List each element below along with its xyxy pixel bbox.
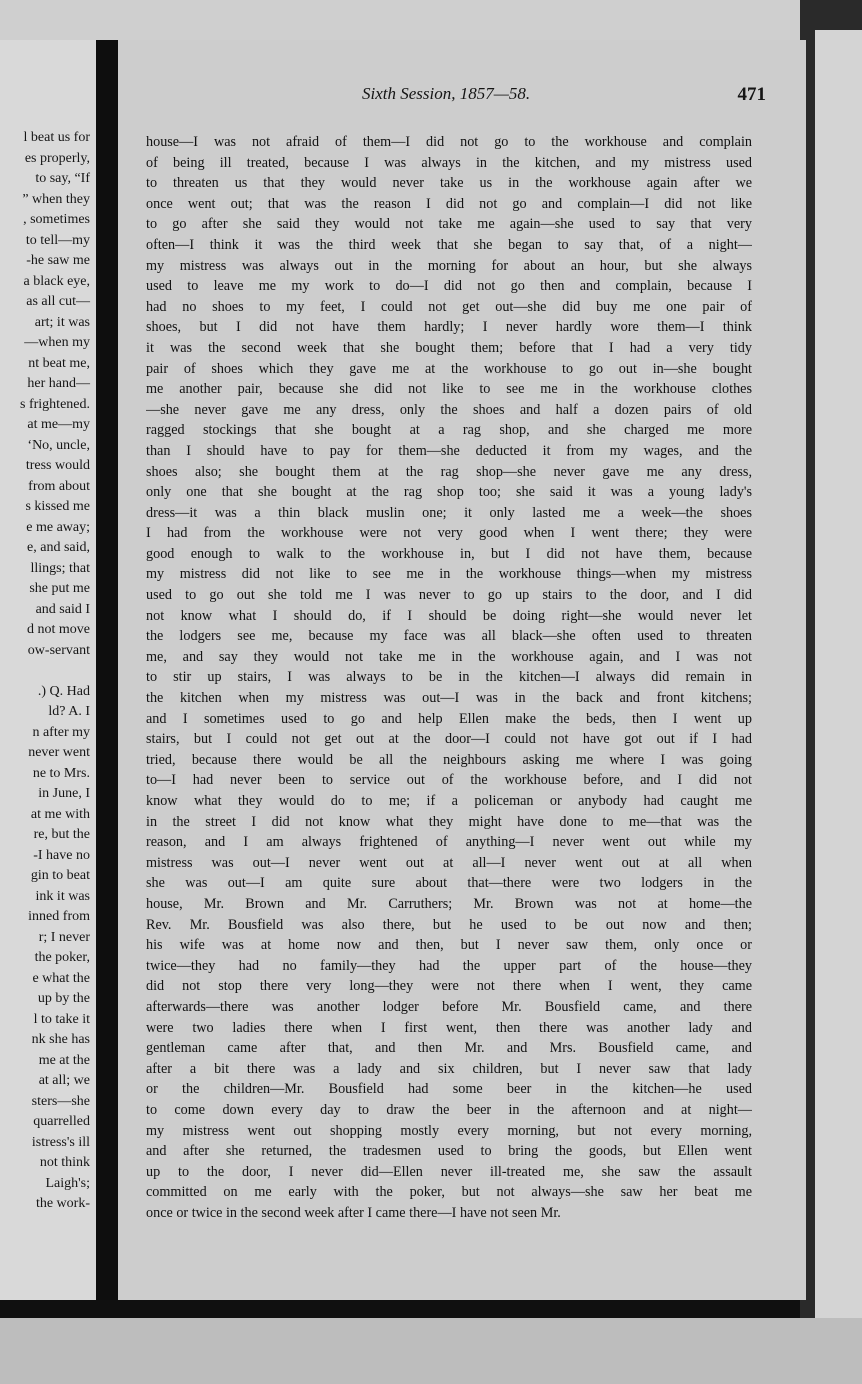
- left-page-line: never went: [28, 745, 90, 760]
- left-page-line: nk she has: [31, 1032, 90, 1047]
- body-line: dress—it was a thin black muslin one; it only lasted me a week—the shoes: [146, 504, 752, 521]
- left-page-text: [0, 128, 90, 1215]
- body-line: shoes, but I did not have them hardly; I never hardly wore them—I think: [146, 319, 752, 336]
- body-line: to stir up stairs, I was always to be in the kitchen—I always did remain in: [146, 669, 752, 686]
- body-line: house, Mr. Brown and Mr. Carruthers; Mr. Brown was not at home—the: [146, 895, 752, 912]
- left-page-line: art; it was: [34, 314, 90, 330]
- body-line: up to the door, I never did—Ellen never ill-treated me, she saw the assault: [146, 1163, 752, 1180]
- body-line: after a bit there was a lady and six children, but I never saw that lady: [146, 1060, 752, 1077]
- body-line: it was the second week that she bought them; before that I had a very tidy: [146, 339, 752, 356]
- left-page-line: quarrelled: [33, 1114, 90, 1129]
- left-page-line: es properly,: [24, 150, 90, 166]
- left-page-line: n after my: [32, 724, 90, 740]
- left-page-line: at me—my: [27, 417, 90, 432]
- body-line: mistress was out—I never went out at all—I never went out at all when: [146, 854, 752, 871]
- left-page-line: as all cut—: [26, 294, 90, 309]
- left-page-line: re, but the: [33, 827, 90, 842]
- body-line: twice—they had no family—they had the upper part of the house—they: [146, 957, 752, 974]
- body-line: had no shoes to my feet, I could not get out—she did buy me one pair of: [146, 298, 752, 315]
- left-page-line: she put me: [29, 581, 90, 596]
- left-page-line: Laigh's;: [45, 1175, 90, 1191]
- body-line: or the children—Mr. Bousfield had some beer in the kitchen—he used: [146, 1081, 752, 1098]
- body-line: Rev. Mr. Bousfield was also there, but he used to be out now and then;: [146, 916, 752, 933]
- left-page-line: nt beat me,: [28, 355, 90, 371]
- left-page-line: , sometimes: [23, 212, 90, 227]
- scan-shadow-bottom: [0, 1300, 800, 1318]
- right-page: [118, 40, 806, 1300]
- body-line: me, and say they would not take me in the workhouse again, and I was not: [146, 648, 752, 665]
- body-line: the kitchen when my mistress was out—I was in the back and front kitchens;: [146, 690, 752, 707]
- left-page-line: ne to Mrs.: [32, 765, 90, 781]
- left-page-line: up by the: [37, 991, 90, 1006]
- body-line: house—I was not afraid of them—I did not go to the workhouse and complain: [146, 134, 752, 150]
- body-line: gentleman came after that, and then Mr. and Mrs. Bousfield came, and: [146, 1040, 752, 1057]
- left-page-line: the poker,: [34, 950, 90, 965]
- left-page: [0, 40, 96, 1300]
- left-page-line: e, and said,: [27, 540, 90, 555]
- body-line: my mistress did not like to see me in the workhouse things—when my mistress: [146, 566, 752, 583]
- body-line: afterwards—there was another lodger before Mr. Bousfield came, and there: [146, 998, 752, 1015]
- left-page-line: ink it was: [35, 888, 90, 904]
- body-line: used to leave me my work to do—I did not go then and complain, because I: [146, 278, 752, 295]
- left-page-line: ld? A. I: [48, 704, 90, 719]
- left-page-line: .) Q. Had: [37, 683, 90, 699]
- left-page-line: at me with: [30, 806, 90, 822]
- left-page-line: sters—she: [31, 1093, 90, 1109]
- body-line: did not stop there very long—they were not there when I went, they came: [146, 978, 752, 995]
- body-line: only one that she bought at the rag shop too; she said it was a young lady's: [146, 484, 752, 501]
- left-page-line: not think: [39, 1155, 90, 1170]
- left-page-line: l to take it: [33, 1011, 90, 1027]
- left-page-line: in June, I: [38, 786, 90, 801]
- left-page-line: and said I: [35, 601, 90, 617]
- body-line: once went out; that was the reason I did not go and complain—I did not like: [146, 195, 752, 212]
- left-page-line: -he saw me: [26, 253, 90, 268]
- left-page-line: —when my: [24, 335, 90, 350]
- body-line: stairs, but I could not get out at the door—I could not have got out if I had: [146, 731, 752, 748]
- body-line: of being ill treated, because I was always in the kitchen, and my mistress used: [146, 154, 752, 171]
- left-page-line: ” when they: [22, 191, 90, 207]
- body-line: were two ladies there when I first went, then there was another lady and: [146, 1019, 752, 1036]
- body-line: shoes also; she bought them at the rag shop—she never gave me any dress,: [146, 463, 752, 480]
- body-line: used to go out she told me I was never to go up stairs to the door, and I did: [146, 587, 752, 604]
- left-page-line: a black eye,: [23, 273, 90, 289]
- body-text: [146, 132, 752, 1223]
- body-line: me another pair, because she did not like to see me in the workhouse clothes: [146, 381, 752, 398]
- left-page-line: llings; that: [30, 560, 90, 576]
- left-page-line: s kissed me: [25, 499, 90, 514]
- left-page-line: at all; we: [38, 1073, 90, 1088]
- left-page-line: e what the: [32, 970, 90, 986]
- body-line: good enough to walk to the workhouse in, but I did not have them, because: [146, 545, 752, 562]
- body-line: my mistress went out shopping mostly every morning, but not every morning,: [146, 1122, 752, 1139]
- body-line: I had from the workhouse were not very good when I went there; they were: [146, 525, 752, 542]
- left-page-line: tress would: [25, 458, 90, 473]
- body-line: reason, and I am always frightened of anything—I never went out while my: [146, 834, 752, 851]
- body-line: in the street I did not know what they might have done to me—that was the: [146, 813, 752, 830]
- left-page-line: from about: [28, 478, 90, 494]
- body-line: she was out—I am quite sure about that—there were two lodgers in the: [146, 875, 752, 892]
- body-line: committed on me early with the poker, but not always—she saw her beat me: [146, 1184, 752, 1201]
- body-line: pair of shoes which they gave me at the workhouse to go out in—she bought: [146, 360, 752, 377]
- left-page-line: to tell—my: [25, 232, 90, 248]
- body-line: know what they would do to me; if a policeman or anybody had caught me: [146, 793, 752, 809]
- body-line: to—I had never been to service out of the workhouse before, and I did not: [146, 772, 752, 789]
- page-number: 471: [737, 84, 766, 105]
- body-line: and after she returned, the tradesmen used to bring the goods, but Ellen went: [146, 1143, 752, 1160]
- scan-background-bottom: [0, 1318, 862, 1384]
- left-page-line: -I have no: [33, 847, 90, 863]
- left-page-line: s frightened.: [20, 396, 90, 412]
- left-page-line: d not move: [27, 622, 90, 637]
- body-line: ragged stockings that she bought at a rag shop, and she charged me more: [146, 422, 752, 439]
- left-page-line: to say, “If: [35, 171, 90, 186]
- left-page-line: ‘No, uncle,: [27, 437, 90, 453]
- page-header: [138, 84, 766, 110]
- left-page-line: inned from: [28, 909, 90, 924]
- left-page-line: me at the: [38, 1052, 90, 1068]
- body-line: not know what I should do, if I should be doing right—she would never let: [146, 607, 752, 624]
- left-page-line: e me away;: [26, 519, 90, 535]
- left-page-line: her hand—: [27, 376, 90, 391]
- scan-edge-right: [815, 30, 862, 1340]
- book-gutter: [96, 40, 118, 1300]
- body-line: often—I think it was the third week that she began to say that, of a night—: [146, 236, 752, 253]
- left-page-line: istress's ill: [31, 1134, 90, 1150]
- running-head: Sixth Session, 1857—58.: [362, 84, 531, 103]
- body-line: than I should have to pay for them—she deducted it from my wages, and the: [146, 442, 752, 459]
- left-page-line: the work-: [35, 1196, 90, 1211]
- body-line: my mistress was always out in the morning for about an hour, but she always: [146, 257, 752, 274]
- scan-background-top: [0, 0, 862, 40]
- left-page-line: ow-servant: [27, 642, 90, 658]
- left-page-line: l beat us for: [23, 130, 90, 145]
- left-page-line: [0, 661, 90, 682]
- body-line: to threaten us that they would never take us in the workhouse again after we: [146, 175, 752, 192]
- body-line: tried, because there would be all the neighbours asking me where I was going: [146, 751, 752, 768]
- body-line: to go after she said they would not take me again—she used to say that very: [146, 216, 752, 233]
- left-page-line: r; I never: [38, 929, 90, 945]
- body-line: his wife was at home now and then, but I never saw them, only once or: [146, 937, 752, 954]
- body-line: once or twice in the second week after I came there—I have not seen Mr.: [146, 1204, 561, 1221]
- body-line: to come down every day to draw the beer in the afternoon and at night—: [146, 1101, 752, 1118]
- body-line: the lodgers see me, because my face was all black—she often used to threaten: [146, 628, 752, 645]
- body-line: —she never gave me any dress, only the shoes and half a dozen pairs of old: [146, 401, 752, 418]
- body-line: and I sometimes used to go and help Ellen make the beds, then I went up: [146, 710, 752, 727]
- left-page-line: gin to beat: [30, 868, 90, 883]
